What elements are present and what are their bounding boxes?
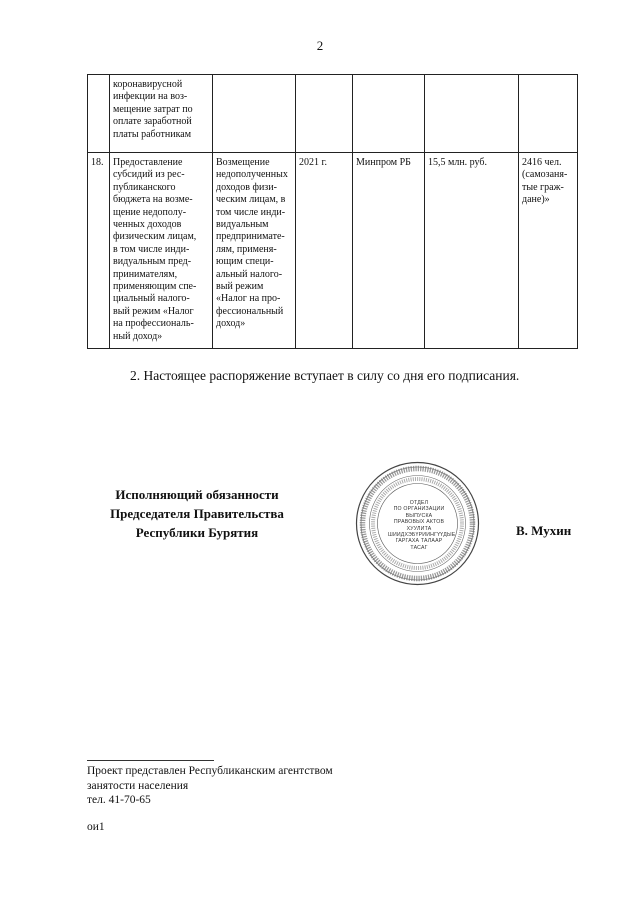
table-cell-amount: 15,5 млн. руб. <box>425 153 519 349</box>
table-row <box>88 153 578 349</box>
table-cell-number: 18. <box>88 153 110 349</box>
signatory-title-line: Исполняющий обязанности <box>115 487 279 502</box>
table-cell: коронавирусной инфекции на воз- мещение затрат по оплате заработной платы работникам <box>110 75 213 153</box>
table-cell-executor: Минпром РБ <box>353 153 425 349</box>
footnote <box>87 764 333 808</box>
seal-text <box>388 500 456 551</box>
signatory-title <box>84 485 310 542</box>
seal-text-line: ПРАВОВЫХ АКТОВ <box>393 519 445 526</box>
table-cell <box>213 75 296 153</box>
table-cell <box>353 75 425 153</box>
footnote-line: Проект представлен Республиканским агентством <box>87 765 333 777</box>
seal-text-line: ВЫПУСКА <box>405 512 433 519</box>
seal-text-line: ГАРГАХА ТАЛААР <box>395 538 443 545</box>
footnote-divider <box>87 760 214 761</box>
seal-text-line: ПО ОРГАНИЗАЦИИ <box>393 506 445 513</box>
table-cell <box>425 75 519 153</box>
clause-text: 2. Настоящее распоряжение вступает в силу со дня его подписания. <box>130 368 520 383</box>
seal-text-line: ХУУЛИТА <box>406 525 432 532</box>
table-cell-recipients: 2416 чел. (самозаня- тые граж- дане)» <box>519 153 578 349</box>
seal-text-line: ТАСАГ <box>410 544 428 551</box>
table-cell <box>519 75 578 153</box>
table-row <box>88 75 578 153</box>
table-cell-period: 2021 г. <box>296 153 353 349</box>
signatory-title-line: Председателя Правительства <box>110 506 284 521</box>
page-number: 2 <box>316 38 324 53</box>
signatory-title-line: Республики Бурятия <box>135 525 259 540</box>
table-cell <box>296 75 353 153</box>
table-cell: Возмещение недополученных доходов физи- ческим лицам, в том числе инди- видуальным предпринимате- лям, применя- ющим специ- альный налого- вый режим «Налог на про- фессиональный доход» <box>213 153 296 349</box>
seal-text-line: ШИИДХЭБҮРИИНГҮҮДЫЕ <box>388 532 456 539</box>
seal-text-line: ОТДЕЛ <box>409 500 429 506</box>
measures-table <box>87 74 578 349</box>
table-cell <box>88 75 110 153</box>
footnote-line: занятости населения <box>87 779 189 792</box>
table-cell: Предоставление субсидий из рес- публиканского бюджета на возме- щение недополу- ченных доходов физическим лицам, в том числе инди- видуальным пред- принимателям, применяющим спе- циальный налого- вый режим «Налог на профессиональ- ный доход» <box>110 153 213 349</box>
document-code: ои1 <box>87 821 105 833</box>
signatory-name: В. Мухин <box>516 523 572 538</box>
footnote-line: тел. 41-70-65 <box>87 794 151 806</box>
